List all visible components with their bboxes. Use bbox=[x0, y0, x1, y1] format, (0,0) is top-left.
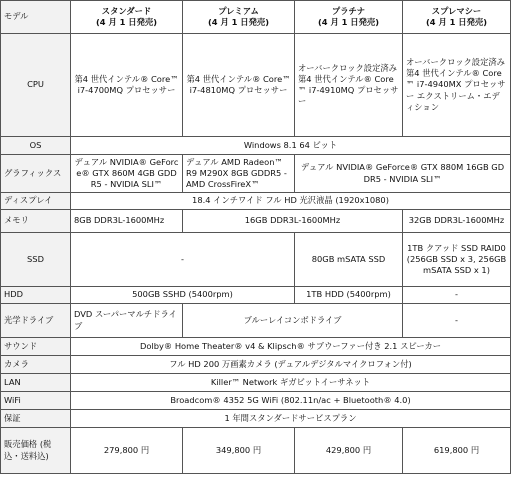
model-platinum-release: (4 月 1 日発売) bbox=[318, 17, 379, 27]
cpu-premium: 第4 世代インテル® Core™ i7-4810MQ プロセッサー bbox=[183, 34, 295, 137]
model-label: モデル bbox=[1, 1, 71, 34]
lan-value: Killer™ Network ギガビットイーサネット bbox=[71, 374, 511, 392]
optical-standard: DVD スーパーマルチドライブ bbox=[71, 304, 183, 338]
graphics-platinum-supremacy: デュアル NVIDIA® GeForce® GTX 880M 16GB GDDR5 - NVIDIA SLI™ bbox=[295, 155, 511, 193]
ssd-row bbox=[1, 233, 511, 287]
memory-row bbox=[1, 210, 511, 233]
sound-row bbox=[1, 338, 511, 356]
model-standard-name: スタンダード bbox=[101, 5, 152, 16]
hdd-label: HDD bbox=[1, 287, 71, 304]
graphics-row bbox=[1, 155, 511, 193]
model-platinum-name: プラチナ bbox=[331, 5, 366, 16]
price-standard: 279,800 円 bbox=[71, 428, 183, 474]
optical-supremacy: - bbox=[403, 304, 511, 338]
memory-supremacy: 32GB DDR3L-1600MHz bbox=[403, 210, 511, 233]
display-row bbox=[1, 193, 511, 210]
cpu-supremacy: オーバークロック設定済み 第4 世代インテル® Core™ i7-4940MX プロセッサー エクストリーム・エディション bbox=[403, 34, 511, 137]
warranty-value: 1 年間スタンダードサービスプラン bbox=[71, 410, 511, 428]
wifi-row bbox=[1, 392, 511, 410]
camera-row bbox=[1, 356, 511, 374]
model-premium-release: (4 月 1 日発売) bbox=[208, 17, 269, 27]
camera-value: フル HD 200 万画素カメラ (デュアルデジタルマイクロフォン付) bbox=[71, 356, 511, 374]
lan-label: LAN bbox=[1, 374, 71, 392]
display-label: ディスプレイ bbox=[1, 193, 71, 210]
lan-row bbox=[1, 374, 511, 392]
warranty-row bbox=[1, 410, 511, 428]
os-value: Windows 8.1 64 ビット bbox=[71, 137, 511, 155]
graphics-label: グラフィックス bbox=[1, 155, 71, 193]
hdd-platinum: 1TB HDD (5400rpm) bbox=[295, 287, 403, 304]
cpu-row bbox=[1, 34, 511, 137]
hdd-standard-premium: 500GB SSHD (5400rpm) bbox=[71, 287, 295, 304]
model-supremacy-release: (4 月 1 日発売) bbox=[426, 17, 487, 27]
warranty-label: 保証 bbox=[1, 410, 71, 428]
header-row bbox=[1, 1, 511, 34]
os-label: OS bbox=[1, 137, 71, 155]
sound-value: Dolby® Home Theater® v4 & Klipsch® サブウーファー付き 2.1 スピーカー bbox=[71, 338, 511, 356]
sound-label: サウンド bbox=[1, 338, 71, 356]
hdd-row bbox=[1, 287, 511, 304]
model-platinum bbox=[295, 1, 403, 34]
ssd-standard-premium: - bbox=[71, 233, 295, 287]
model-standard bbox=[71, 1, 183, 34]
ssd-supremacy: 1TB クアッド SSD RAID0 (256GB SSD x 3, 256GB mSATA SSD x 1) bbox=[403, 233, 511, 287]
price-premium: 349,800 円 bbox=[183, 428, 295, 474]
model-premium-name: プレミアム bbox=[218, 5, 259, 16]
hdd-supremacy: - bbox=[403, 287, 511, 304]
model-supremacy-name: スプレマシー bbox=[431, 5, 482, 16]
memory-premium-platinum: 16GB DDR3L-1600MHz bbox=[183, 210, 403, 233]
model-standard-release: (4 月 1 日発売) bbox=[96, 17, 157, 27]
camera-label: カメラ bbox=[1, 356, 71, 374]
optical-premium-platinum: ブルーレイコンボドライブ bbox=[183, 304, 403, 338]
price-label: 販売価格 (税込・送料込) bbox=[1, 428, 71, 474]
cpu-label: CPU bbox=[1, 34, 71, 137]
optical-label: 光学ドライブ bbox=[1, 304, 71, 338]
cpu-platinum: オーバークロック設定済み 第4 世代インテル® Core™ i7-4910MQ プロセッサー bbox=[295, 34, 403, 137]
price-row bbox=[1, 428, 511, 474]
memory-label: メモリ bbox=[1, 210, 71, 233]
memory-standard: 8GB DDR3L-1600MHz bbox=[71, 210, 183, 233]
display-value: 18.4 インチワイド フル HD 光沢液晶 (1920x1080) bbox=[71, 193, 511, 210]
price-platinum: 429,800 円 bbox=[295, 428, 403, 474]
wifi-label: WiFi bbox=[1, 392, 71, 410]
cpu-standard: 第4 世代インテル® Core™ i7-4700MQ プロセッサー bbox=[71, 34, 183, 137]
model-supremacy bbox=[403, 1, 511, 34]
os-row bbox=[1, 137, 511, 155]
graphics-standard: デュアル NVIDIA® GeForce® GTX 860M 4GB GDDR5 - NVIDIA SLI™ bbox=[71, 155, 183, 193]
graphics-premium: デュアル AMD Radeon™ R9 M290X 8GB GDDR5 - AMD CrossFireX™ bbox=[183, 155, 295, 193]
ssd-platinum: 80GB mSATA SSD bbox=[295, 233, 403, 287]
model-premium bbox=[183, 1, 295, 34]
price-supremacy: 619,800 円 bbox=[403, 428, 511, 474]
optical-row bbox=[1, 304, 511, 338]
ssd-label: SSD bbox=[1, 233, 71, 287]
wifi-value: Broadcom® 4352 5G WiFi (802.11n/ac + Bluetooth® 4.0) bbox=[71, 392, 511, 410]
